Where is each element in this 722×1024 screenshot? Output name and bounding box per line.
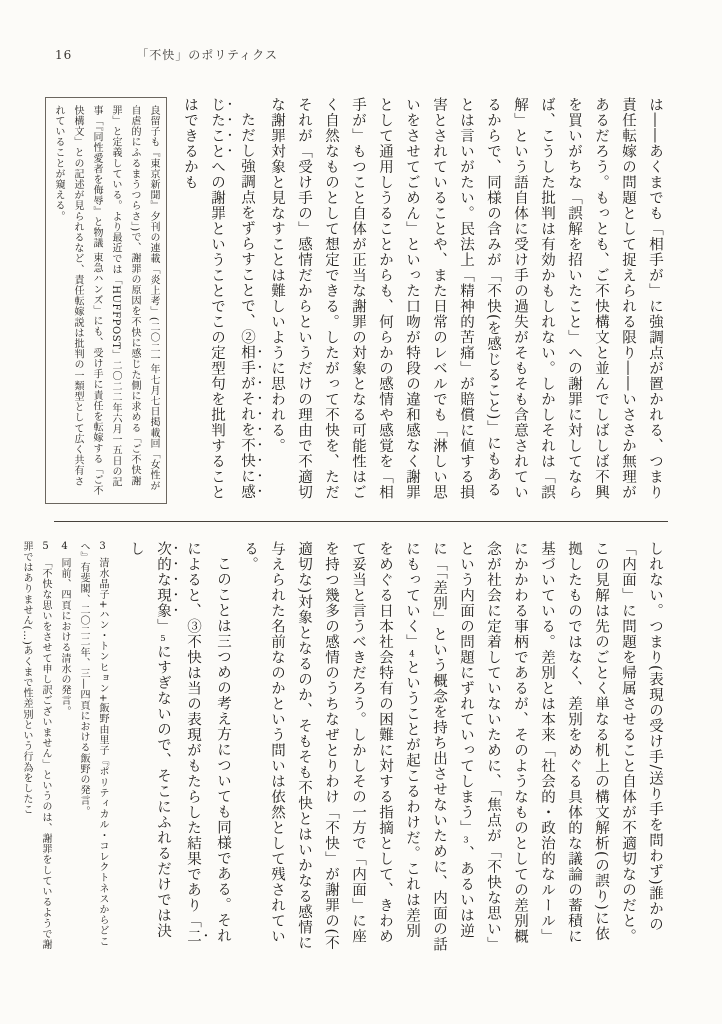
footnotes [17,541,112,953]
footnote-text: 「不快な思いをさせて申し訳ございません」というのは、謝罪をしているようで謝罪ではありません(…)あくまで性差別という行為をしたこ [21,541,51,950]
lower-text-block [21,541,668,953]
paragraph [236,541,668,953]
emphasized-text: 相手がそれを不快に感じたこと [209,97,255,499]
footnote-marker: 5 [158,634,168,644]
footnote [74,541,112,953]
margin-note-text: 良留子も『東京新聞』夕刊の連載「炎上考」(二〇二一年七月七日掲載回「女性が自虐的にふるまうつらさ」)で、謝罪の原因を不快に感じた側に求める「ご不快謝罪」と定義している。より最近では「HUFFPOST」二〇二二年六月一五日の記事「『同性愛者を侮辱』と物議 東急ハンズ」にも、受け手に責任を転嫁する「ご不快構文」との記述が見られるなど、責任転嫁説は批判の一類型として広く共有されていることが窺える。 [53,105,159,496]
footnote-number: 3 [97,541,108,553]
text-run: しれない。つまり(表現の受け手/送り手を問わず)誰かの「内面」に問題を帰属させること自体が不適切なのだと。この見解は先のごとく単なる机上の構文解析(の誤り)に依拠したものではなく、差別をめぐる具体的な議論の蓄積に基づいている。差別とは本来「社会的・政治的なルール」にかかわる事柄であるが、そのようなものとしての差別概念が社会に定着していないために、「焦点が「不快な思い」という内面の問題にずれていってしまう」 [458,541,663,953]
running-title: 「不快」のポリティクス [136,48,278,62]
text-run: 、あるいは逆に「「差別」という概念を持ち出させないために、内面の話にもっていく」 [404,541,474,953]
upper-text-block [54,97,668,504]
footnote-number: 5 [40,541,51,553]
text-run: にすぎないので、そこにふれるだけでは決し [128,541,171,939]
footnote-number: 4 [59,541,70,553]
text-run: への謝罪ということでこの定型句を批判することはできるかも [182,97,225,500]
upper-margin-note-box [45,97,167,504]
footnote [55,541,74,953]
text-run: ただし強調点をずらすことで、② [239,111,255,344]
upper-main-text [176,97,668,504]
tier-divider-rule [54,521,668,522]
text-run: このことは三つめの考え方についても同様である。それによると、③不快は当の表現がもたらした結果であり「 [185,541,231,943]
paragraph [176,97,263,504]
paragraph [122,541,236,953]
text-run: ということが起こるわけだ。これは差別をめぐる日本社会特有の困難に対する指摘として、きわめて妥当と言うべきだろう。しかしその一方で「内面」に座を持つ幾多の感情のうちなぜとりわけ「不快」が謝罪の(不適切な)対象となるのか、そもそも不快とはいかなる感情に与えられた名前なのかという問いは依然として残されている。 [242,541,420,951]
page-number: 16 [55,48,73,62]
lower-main-text [122,541,668,953]
paragraph [263,97,668,504]
footnote-text: 清水晶子+ハン・トンヒョン+飯野由里子『ポリティカル・コレクトネスからどこへ』有斐閣、二〇二二年、三―四頁における飯野の発言。 [78,541,108,947]
footnote-marker: 4 [407,649,417,660]
footnote-marker: 3 [461,835,471,846]
page-header [55,46,278,63]
footnote-text: 同前、四頁における清水の発言。 [59,557,70,717]
text-run: は――あくまでも「相手が」に強調点が置かれる、つまり責任転嫁の問題として捉えられる限り――いささか無理があるだろう。もっとも、ご不快構文と並んでしばしば不興を買いがちな「誤解を招いたこと」への謝罪に対してならば、こうした批判は有効かもしれない。しかしそれは「誤解」という語自体に受け手の過失がそもそも含意されているからで、同様の含みが「不快(を感じること)」にもあるとは言いがたい。民法上「精神的苦痛」が賠償に値する損害とされていることや、また日常のレベルでも「淋しい思いをさせてごめん」といった口吻が特段の違和感なく謝罪として通用しうることからも、何らかの感情や感覚を「相手が」もつこと自体が正当な謝罪の対象となる可能性はごく自然なものとして想定できる。したがって不快を、ただそれが「受け手の」感情だからというだけの理由で不適切な謝罪対象と見なすことは難しいように思われる。 [269,97,663,500]
footnote [17,541,55,953]
emphasized-text: 二次的な現象 [155,541,201,944]
text-run: 」 [155,618,171,634]
